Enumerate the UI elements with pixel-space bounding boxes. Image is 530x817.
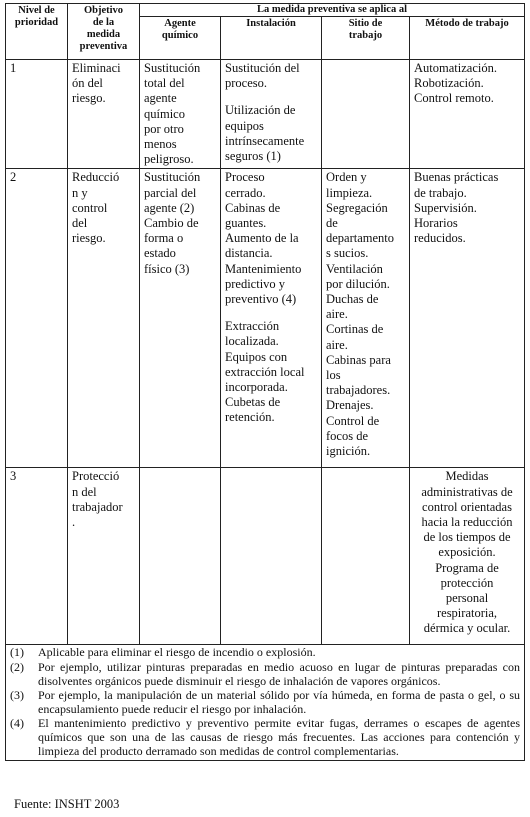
cell-line: distancia. [225,246,273,261]
cell-line: de [326,216,338,231]
cell-line: focos de [326,428,368,443]
cell-line: Utilización de [225,103,296,118]
cell-line: n del [72,484,97,499]
cell-line: intrínsecamente [225,133,305,148]
cell-nivel [6,60,68,169]
header-sitio [322,17,410,60]
cell-line: Extracción [225,319,280,334]
cell-line: Cubetas de [225,395,281,410]
header-agente [140,17,221,60]
cell-line: los [326,368,341,383]
header-objetivo-line: de la [92,17,115,28]
cell-line: incorporada. [225,380,288,395]
cell-line: guantes. [225,216,267,231]
cell-line: . [72,515,76,530]
cell-line: limpieza. [326,185,373,200]
footnote [10,661,520,688]
cell-line: exposición. [438,545,496,560]
cell-line: Equipos con [225,349,288,364]
cell-line: Robotización. [414,76,484,91]
cell-line: s sucios. [326,246,369,261]
cell-line: aire. [326,337,348,352]
cell-objetivo [68,468,140,645]
cell-line: cerrado. [225,185,266,200]
table-row [6,169,525,468]
cell-instalacion [221,169,322,468]
table-row [6,60,525,169]
cell-line: respiratoria, [436,606,498,621]
cell-line: peligroso. [144,152,194,167]
cell-line: 2 [10,170,17,185]
cell-line: Aumento de la [225,231,299,246]
cell-line: n y [72,185,88,200]
cell-line: hacia la reducción [421,515,513,530]
footnote-number: (3) [10,688,24,703]
cell-line: Cabinas de [225,200,281,215]
cell-line: riesgo. [72,91,106,106]
cell-gap [225,91,317,103]
cell-line: Horarios [414,216,458,231]
cell-agente [140,468,221,645]
cell-line: personal [445,591,489,606]
cell-line: de los tiempos de [423,530,511,545]
cell-line: del [72,216,88,231]
footnote [10,717,520,758]
cell-line: Segregación [326,200,388,215]
cell-line: Medidas [445,469,489,484]
source-caption: Fuente: INSHT 2003 [14,797,120,811]
cell-line: Sustitución [144,61,201,75]
cell-line: proceso. [225,76,267,91]
cell-line: 3 [10,469,17,484]
header-objetivo [68,4,140,60]
cell-line: protección [440,575,494,590]
cell-line: por otro [144,121,184,136]
cell-objetivo [68,169,140,468]
cell-line: Drenajes. [326,398,374,413]
cell-line: 1 [10,61,17,75]
header-nivel [6,4,68,60]
cell-line: Automatización. [414,61,497,75]
cell-line: reducidos. [414,231,466,246]
cell-sitio [322,60,410,169]
cell-metodo [410,60,525,169]
cell-line: extracción local [225,364,305,379]
cell-line: administrativas de [421,484,513,499]
cell-gap [225,307,317,319]
cell-line: control [72,200,108,215]
cell-line: equipos [225,118,264,133]
footnotes [6,645,525,761]
cell-line: trabajadores. [326,383,391,398]
cell-line: Orden y [326,170,367,185]
cell-line: ón del [72,76,103,91]
cell-line: Buenas prácticas [414,170,499,185]
cell-line: físico (3) [144,261,190,276]
cell-line: parcial del [144,185,197,200]
footnote-text: Por ejemplo, la manipulación de un material sólido por vía húmeda, en forma de pasta o gel, o su encapsulamiento puede reducir el riesgo por inhalación. [38,688,521,716]
cell-line: de trabajo. [414,185,467,200]
cell-instalacion [221,60,322,169]
header-objetivo-line: medida [86,29,121,40]
cell-line: preventivo (4) [225,292,297,307]
table-row [6,468,525,645]
header-row-1 [6,4,525,17]
cell-line: agente [144,91,177,106]
cell-line: retención. [225,410,275,425]
header-metodo: Método de trabajo [410,17,525,60]
header-instalacion: Instalación [221,17,322,60]
cell-line: agente (2) [144,200,195,215]
header-agente-line: químico [161,30,199,41]
cell-agente [140,169,221,468]
cell-nivel [6,468,68,645]
header-sitio-line: trabajo [348,30,383,41]
header-agente-line: Agente [164,18,196,29]
cell-line: Reducció [72,170,120,185]
cell-metodo [410,169,525,468]
cell-line: Control remoto. [414,91,494,106]
cell-sitio [322,468,410,645]
header-nivel-line: prioridad [14,17,59,28]
header-nivel-line: Nivel de [18,5,55,16]
cell-line: predictivo y [225,276,286,291]
prevention-table [5,3,525,761]
cell-line: Supervisión. [414,200,477,215]
cell-objetivo [68,60,140,169]
header-sitio-line: Sitio de [348,18,383,29]
cell-line: trabajador [72,499,123,514]
cell-line: Duchas de [326,292,379,307]
cell-line: aire. [326,307,348,322]
header-group: La medida preventiva se aplica al [140,4,525,17]
cell-line: forma o [144,231,184,246]
cell-line: por dilución. [326,276,390,291]
footnote-text: El mantenimiento predictivo y preventivo permite evitar fugas, derrames o escapes de agentes químicos que son una de las causas de riesgo más frecuentes. Las acciones para contención y limpieza del producto derramado son medidas de control complementarias. [38,716,521,758]
cell-agente [140,60,221,169]
cell-instalacion [221,468,322,645]
footnote [10,689,520,716]
cell-line: Control de [326,413,380,428]
cell-line: Mantenimiento [225,261,302,276]
cell-line: Sustitución del [225,61,300,75]
cell-line: Sustitución [144,170,201,185]
footnote-text: Por ejemplo, utilizar pinturas preparadas en medio acuoso en lugar de pinturas preparadas con disolventes orgánicos puede disminuir el riesgo de inhalación de vapores orgánicos. [38,660,521,688]
cell-line: menos [144,137,177,152]
cell-line: control orientadas [422,499,512,514]
cell-line: ignición. [326,444,371,459]
footnote [10,646,520,660]
footnote-text: Aplicable para eliminar el riesgo de incendio o explosión. [38,645,316,660]
cell-line: Cabinas para [326,352,391,367]
cell-line: químico [144,106,185,121]
cell-line: Eliminaci [72,61,121,75]
cell-nivel [6,169,68,468]
cell-metodo [410,468,525,645]
header-objetivo-line: preventiva [79,41,128,52]
cell-line: riesgo. [72,231,106,246]
header-objetivo-line: Objetivo [83,5,124,16]
cell-line: localizada. [225,334,279,349]
cell-line: seguros (1) [225,149,281,164]
cell-line: estado [144,246,176,261]
cell-line: departamento [326,231,395,246]
footnote-number: (4) [10,716,24,731]
cell-line: Cambio de [144,216,199,231]
cell-line: Cortinas de [326,322,384,337]
cell-line: dérmica y ocular. [423,621,511,636]
notes-row [6,645,525,761]
cell-line: Ventilación [326,261,383,276]
cell-sitio [322,169,410,468]
footnote-number: (1) [10,645,24,660]
cell-line: Programa de [435,560,499,575]
cell-line: Protecció [72,469,120,484]
footnote-number: (2) [10,660,24,675]
cell-line: total del [144,76,185,91]
cell-line: Proceso [225,170,265,185]
